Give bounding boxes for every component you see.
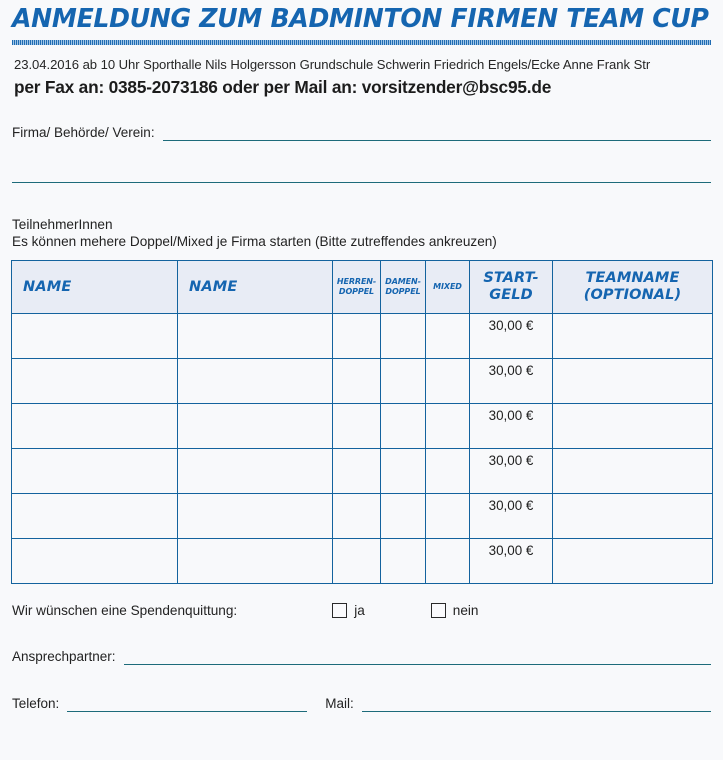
- cell-damen-doppel[interactable]: [381, 494, 426, 539]
- company-input-line[interactable]: [163, 139, 711, 141]
- company-field-label: Firma/ Behörde/ Verein:: [12, 124, 155, 140]
- mail-label: Mail:: [325, 696, 354, 712]
- cell-herren-doppel[interactable]: [333, 404, 381, 449]
- cell-mixed[interactable]: [426, 314, 470, 359]
- checkbox-yes[interactable]: [332, 603, 347, 618]
- table-header-row: [12, 261, 713, 314]
- cell-mixed[interactable]: [426, 494, 470, 539]
- cell-teamname[interactable]: [553, 314, 713, 359]
- cell-teamname[interactable]: [553, 539, 713, 584]
- company-input-line-second[interactable]: [12, 181, 711, 183]
- mail-input-line[interactable]: [362, 710, 711, 712]
- cell-name-2[interactable]: [178, 359, 333, 404]
- cell-mixed[interactable]: [426, 539, 470, 584]
- cell-name-1[interactable]: [12, 404, 178, 449]
- receipt-yes-option[interactable]: [332, 603, 365, 618]
- cell-name-1[interactable]: [12, 359, 178, 404]
- donation-receipt-label: Wir wünschen eine Spendenquittung:: [12, 603, 238, 619]
- header-divider: [12, 40, 711, 45]
- column-header-name-1: NAME: [12, 261, 178, 314]
- cell-startgeld: 30,00 €: [470, 539, 553, 584]
- contact-submission-line: per Fax an: 0385-2073186 oder per Mail an: vorsitzender@bsc95.de: [14, 76, 552, 97]
- cell-herren-doppel[interactable]: [333, 539, 381, 584]
- participants-heading: TeilnehmerInnen: [12, 216, 113, 232]
- cell-startgeld: 30,00 €: [470, 359, 553, 404]
- cell-name-1[interactable]: [12, 494, 178, 539]
- table-row: [12, 494, 713, 539]
- cell-damen-doppel[interactable]: [381, 314, 426, 359]
- participants-instruction: Es können mehere Doppel/Mixed je Firma starten (Bitte zutreffendes ankreuzen): [12, 233, 497, 249]
- cell-damen-doppel[interactable]: [381, 359, 426, 404]
- column-header-teamname: TEAMNAME (OPTIONAL): [553, 261, 713, 314]
- cell-herren-doppel[interactable]: [333, 449, 381, 494]
- cell-name-2[interactable]: [178, 494, 333, 539]
- column-header-damen-doppel: DAMEN-DOPPEL: [381, 261, 426, 314]
- checkbox-no-label: nein: [452, 603, 479, 619]
- receipt-no-option[interactable]: [431, 603, 479, 618]
- table-row: [12, 314, 713, 359]
- company-field-row-second: [0, 181, 723, 183]
- cell-startgeld: 30,00 €: [470, 404, 553, 449]
- cell-damen-doppel[interactable]: [381, 449, 426, 494]
- cell-name-2[interactable]: [178, 314, 333, 359]
- contact-person-input-line[interactable]: [124, 663, 711, 665]
- cell-startgeld: 30,00 €: [470, 314, 553, 359]
- cell-teamname[interactable]: [553, 359, 713, 404]
- column-header-startgeld: START-GELD: [470, 261, 553, 314]
- table-body: [12, 314, 713, 584]
- cell-name-1[interactable]: [12, 539, 178, 584]
- column-header-herren-doppel: HERREN-DOPPEL: [333, 261, 381, 314]
- cell-damen-doppel[interactable]: [381, 539, 426, 584]
- cell-herren-doppel[interactable]: [333, 359, 381, 404]
- cell-name-2[interactable]: [178, 449, 333, 494]
- contact-person-field-row: [0, 649, 723, 665]
- table-row: [12, 404, 713, 449]
- column-header-name-2: NAME: [178, 261, 333, 314]
- company-field-row: [0, 125, 723, 141]
- table-row: [12, 539, 713, 584]
- cell-name-2[interactable]: [178, 404, 333, 449]
- cell-mixed[interactable]: [426, 404, 470, 449]
- phone-input-line[interactable]: [67, 710, 307, 712]
- checkbox-no[interactable]: [431, 603, 446, 618]
- cell-teamname[interactable]: [553, 494, 713, 539]
- participants-table: [11, 260, 713, 584]
- cell-startgeld: 30,00 €: [470, 494, 553, 539]
- phone-label: Telefon:: [12, 696, 60, 712]
- column-header-mixed: MIXED: [426, 261, 470, 314]
- table-row: [12, 449, 713, 494]
- table-row: [12, 359, 713, 404]
- checkbox-yes-label: ja: [354, 603, 365, 619]
- cell-mixed[interactable]: [426, 449, 470, 494]
- cell-name-1[interactable]: [12, 314, 178, 359]
- donation-receipt-row: [12, 603, 723, 618]
- cell-startgeld: 30,00 €: [470, 449, 553, 494]
- cell-herren-doppel[interactable]: [333, 314, 381, 359]
- cell-teamname[interactable]: [553, 449, 713, 494]
- cell-damen-doppel[interactable]: [381, 404, 426, 449]
- page-title: ANMELDUNG ZUM BADMINTON FIRMEN TEAM CUP: [12, 4, 709, 34]
- cell-name-1[interactable]: [12, 449, 178, 494]
- cell-herren-doppel[interactable]: [333, 494, 381, 539]
- contact-person-label: Ansprechpartner:: [12, 649, 116, 665]
- cell-teamname[interactable]: [553, 404, 713, 449]
- cell-name-2[interactable]: [178, 539, 333, 584]
- document-header: [0, 0, 723, 98]
- event-venue-line: 23.04.2016 ab 10 Uhr Sporthalle Nils Holgersson Grundschule Schwerin Friedrich Engels/Ecke Anne Frank Str: [14, 56, 651, 72]
- phone-mail-row: [0, 696, 723, 712]
- participants-note: [12, 216, 723, 251]
- cell-mixed[interactable]: [426, 359, 470, 404]
